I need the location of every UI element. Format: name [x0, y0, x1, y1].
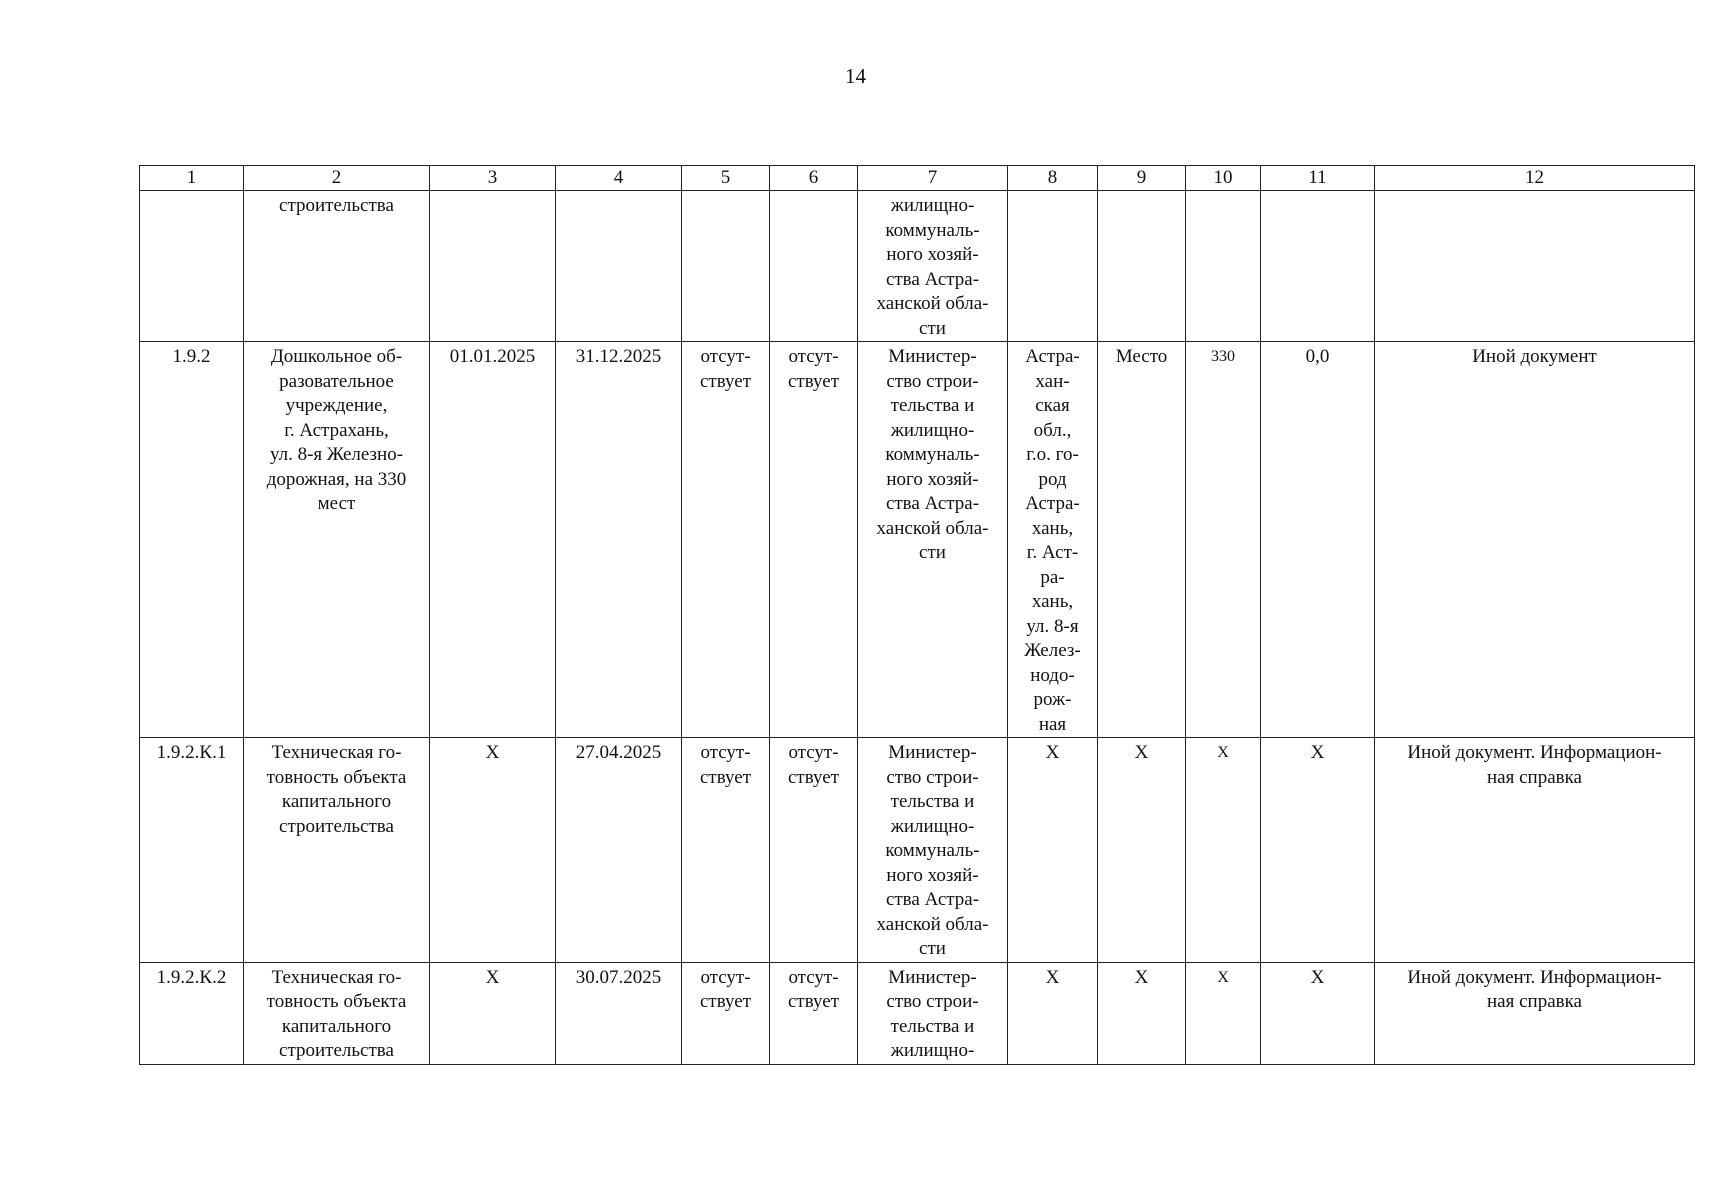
- cell-text-line: отсут-: [700, 346, 751, 367]
- cell-text-line: строительства: [279, 1040, 394, 1061]
- cell-text-line: строительства: [279, 195, 394, 216]
- col-header-12: 12: [1375, 166, 1695, 191]
- cell-text-line: хан-: [1035, 370, 1070, 392]
- col-header-5: 5: [682, 166, 770, 191]
- table-cell-col-6: [770, 738, 858, 963]
- cell-text-line: род: [1038, 468, 1067, 490]
- table-cell-col-10: [1186, 342, 1261, 738]
- cell-text-line: Техническая го-: [271, 966, 402, 988]
- cell-text-line: 0,0: [1305, 346, 1330, 367]
- cell-text-line: ная справка: [1487, 766, 1582, 788]
- cell-text-line: X: [485, 742, 500, 763]
- table-cell-col-3: [430, 962, 556, 1064]
- col-header-6: 6: [770, 166, 858, 191]
- cell-text-line: ная справка: [1487, 991, 1582, 1012]
- cell-text-line: Астра-: [1025, 493, 1080, 514]
- table-cell-col-10: [1186, 191, 1261, 342]
- table-row: [140, 191, 1695, 342]
- cell-text-line: сти: [919, 317, 946, 339]
- cell-text-line: товность объекта: [266, 991, 407, 1012]
- column-number-row: [140, 166, 1695, 191]
- table-cell-col-8: [1008, 342, 1098, 738]
- cell-text-line: ство строи-: [886, 370, 979, 392]
- cell-text-line: обл.,: [1033, 419, 1072, 441]
- cell-text-line: Министер-: [888, 742, 977, 763]
- cell-text-line: ра-: [1040, 566, 1065, 588]
- col-header-3: 3: [430, 166, 556, 191]
- cell-text-line: ствует: [699, 991, 752, 1012]
- cell-text-line: Астра-: [1025, 346, 1080, 367]
- table-cell-col-7: [858, 962, 1008, 1064]
- table-cell-col-9: [1098, 962, 1186, 1064]
- cell-text-line: отсут-: [788, 966, 839, 988]
- cell-text-line: тельства и: [890, 1015, 975, 1037]
- table-cell-col-8: [1008, 738, 1098, 963]
- col-header-8: 8: [1008, 166, 1098, 191]
- cell-text-line: жилищно-: [890, 419, 975, 441]
- cell-text-line: ствует: [787, 991, 840, 1012]
- col-header-7: 7: [858, 166, 1008, 191]
- table-cell-col-9: [1098, 191, 1186, 342]
- cell-text-line: хань,: [1031, 591, 1074, 612]
- cell-text-line: 1.9.2.К.1: [156, 742, 227, 763]
- cell-text-line: ного хозяй-: [886, 244, 979, 265]
- cell-text-line: Место: [1115, 346, 1168, 367]
- table-cell-col-10: [1186, 962, 1261, 1064]
- cell-text-line: ханской обла-: [876, 913, 989, 935]
- table-row: [140, 342, 1695, 738]
- page-number: 14: [845, 64, 866, 88]
- cell-text-line: ная: [1038, 713, 1067, 735]
- cell-text-line: ствует: [787, 766, 840, 788]
- table-cell-col-7: [858, 342, 1008, 738]
- cell-text-line: жилищно-: [890, 195, 975, 216]
- cell-text-line: X: [1045, 742, 1060, 763]
- cell-text-line: ство строи-: [886, 766, 979, 788]
- table-cell-col-12: [1375, 342, 1695, 738]
- cell-text-line: разовательное: [279, 370, 394, 392]
- cell-text-line: ская: [1035, 395, 1070, 416]
- table-cell-col-12: [1375, 962, 1695, 1064]
- table-cell-col-4: [556, 191, 682, 342]
- cell-text-line: X: [1134, 742, 1149, 763]
- cell-text-line: капитального: [281, 1015, 392, 1037]
- cell-text-line: X: [1310, 742, 1325, 763]
- cell-text-line: 01.01.2025: [449, 346, 536, 367]
- cell-text-line: ханской обла-: [876, 517, 989, 539]
- table-cell-col-10: [1186, 738, 1261, 963]
- cell-text-line: учреждение,: [285, 395, 388, 416]
- table-cell-col-6: [770, 342, 858, 738]
- col-header-9: 9: [1098, 166, 1186, 191]
- table-cell-col-4: [556, 738, 682, 963]
- table-cell-col-11: [1261, 191, 1375, 342]
- col-header-2: 2: [244, 166, 430, 191]
- table-cell-col-2: [244, 738, 430, 963]
- table-cell-col-12: [1375, 191, 1695, 342]
- table-cell-col-1: [140, 738, 244, 963]
- cell-text-line: ного хозяй-: [886, 468, 979, 490]
- cell-text-line: отсут-: [700, 742, 751, 763]
- cell-text-line: ства Астра-: [885, 889, 980, 910]
- cell-text-line: 31.12.2025: [575, 346, 662, 367]
- cell-text-line: 330: [1211, 348, 1235, 365]
- cell-text-line: ного хозяй-: [886, 864, 979, 886]
- cell-text-line: капитального: [281, 791, 392, 812]
- cell-text-line: X: [1045, 966, 1060, 988]
- cell-text-line: товность объекта: [266, 766, 407, 788]
- table-cell-col-11: [1261, 738, 1375, 963]
- table-cell-col-5: [682, 342, 770, 738]
- table-cell-col-1: [140, 962, 244, 1064]
- cell-text-line: рож-: [1033, 689, 1072, 710]
- cell-text-line: тельства и: [890, 395, 975, 416]
- cell-text-line: отсут-: [700, 966, 751, 988]
- cell-text-line: коммуналь-: [885, 840, 980, 861]
- table-cell-col-12: [1375, 738, 1695, 963]
- cell-text-line: X: [1310, 966, 1325, 988]
- cell-text-line: нодо-: [1030, 664, 1075, 686]
- cell-text-line: сти: [919, 542, 946, 563]
- table-cell-col-1: [140, 191, 244, 342]
- cell-text-line: ул. 8-я Железно-: [269, 444, 404, 465]
- cell-text-line: жилищно-: [890, 815, 975, 837]
- cell-text-line: дорожная, на 330: [266, 468, 407, 490]
- cell-text-line: X: [1217, 968, 1229, 986]
- cell-text-line: г. Аст-: [1026, 542, 1079, 563]
- cell-text-line: коммуналь-: [885, 444, 980, 465]
- cell-text-line: мест: [317, 493, 356, 514]
- cell-text-line: Техническая го-: [271, 742, 402, 763]
- cell-text-line: ствует: [787, 370, 840, 392]
- table-cell-col-2: [244, 962, 430, 1064]
- table-row: [140, 962, 1695, 1064]
- cell-text-line: ства Астра-: [885, 268, 980, 290]
- col-header-4: 4: [556, 166, 682, 191]
- table-cell-col-2: [244, 342, 430, 738]
- cell-text-line: ства Астра-: [885, 493, 980, 514]
- cell-text-line: Министер-: [888, 346, 977, 367]
- cell-text-line: г.о. го-: [1026, 444, 1079, 465]
- cell-text-line: Иной документ: [1472, 346, 1597, 367]
- table-cell-col-11: [1261, 962, 1375, 1064]
- cell-text-line: Дошкольное об-: [270, 346, 403, 367]
- col-header-10: 10: [1186, 166, 1261, 191]
- cell-text-line: г. Астрахань,: [284, 419, 389, 441]
- table-cell-col-7: [858, 191, 1008, 342]
- cell-text-line: строительства: [279, 815, 394, 837]
- table-cell-col-4: [556, 342, 682, 738]
- cell-text-line: 1.9.2.К.2: [156, 966, 227, 988]
- cell-text-line: 1.9.2: [172, 346, 211, 367]
- table-cell-col-6: [770, 962, 858, 1064]
- table-cell-col-9: [1098, 738, 1186, 963]
- cell-text-line: ханской обла-: [876, 293, 989, 314]
- cell-text-line: Иной документ. Информацион-: [1407, 742, 1662, 763]
- cell-text-line: ствует: [699, 766, 752, 788]
- cell-text-line: хань,: [1031, 517, 1074, 539]
- cell-text-line: X: [485, 966, 500, 988]
- cell-text-line: 27.04.2025: [575, 742, 662, 763]
- cell-text-line: Желез-: [1024, 640, 1081, 661]
- table-cell-col-5: [682, 191, 770, 342]
- cell-text-line: ствует: [699, 370, 752, 392]
- table-cell-col-3: [430, 342, 556, 738]
- table-cell-col-5: [682, 962, 770, 1064]
- table-cell-col-6: [770, 191, 858, 342]
- cell-text-line: жилищно-: [890, 1040, 975, 1061]
- col-header-1: 1: [140, 166, 244, 191]
- cell-text-line: X: [1134, 966, 1149, 988]
- cell-text-line: сти: [919, 938, 946, 959]
- table-cell-col-4: [556, 962, 682, 1064]
- table-cell-col-8: [1008, 962, 1098, 1064]
- cell-text-line: X: [1217, 744, 1229, 761]
- table-cell-col-8: [1008, 191, 1098, 342]
- cell-text-line: отсут-: [788, 346, 839, 367]
- table-cell-col-9: [1098, 342, 1186, 738]
- table-cell-col-7: [858, 738, 1008, 963]
- table-cell-col-2: [244, 191, 430, 342]
- cell-text-line: ул. 8-я: [1026, 615, 1079, 637]
- cell-text-line: коммуналь-: [885, 219, 980, 241]
- table-cell-col-5: [682, 738, 770, 963]
- cell-text-line: Министер-: [888, 966, 977, 988]
- cell-text-line: отсут-: [788, 742, 839, 763]
- cell-text-line: ство строи-: [886, 991, 979, 1012]
- table-cell-col-3: [430, 191, 556, 342]
- table-row: [140, 738, 1695, 963]
- cell-text-line: тельства и: [890, 791, 975, 812]
- cell-text-line: Иной документ. Информацион-: [1407, 966, 1662, 988]
- document-table: [139, 165, 1695, 1065]
- col-header-11: 11: [1261, 166, 1375, 191]
- table-cell-col-1: [140, 342, 244, 738]
- cell-text-line: 30.07.2025: [575, 966, 662, 988]
- table-cell-col-11: [1261, 342, 1375, 738]
- table-cell-col-3: [430, 738, 556, 963]
